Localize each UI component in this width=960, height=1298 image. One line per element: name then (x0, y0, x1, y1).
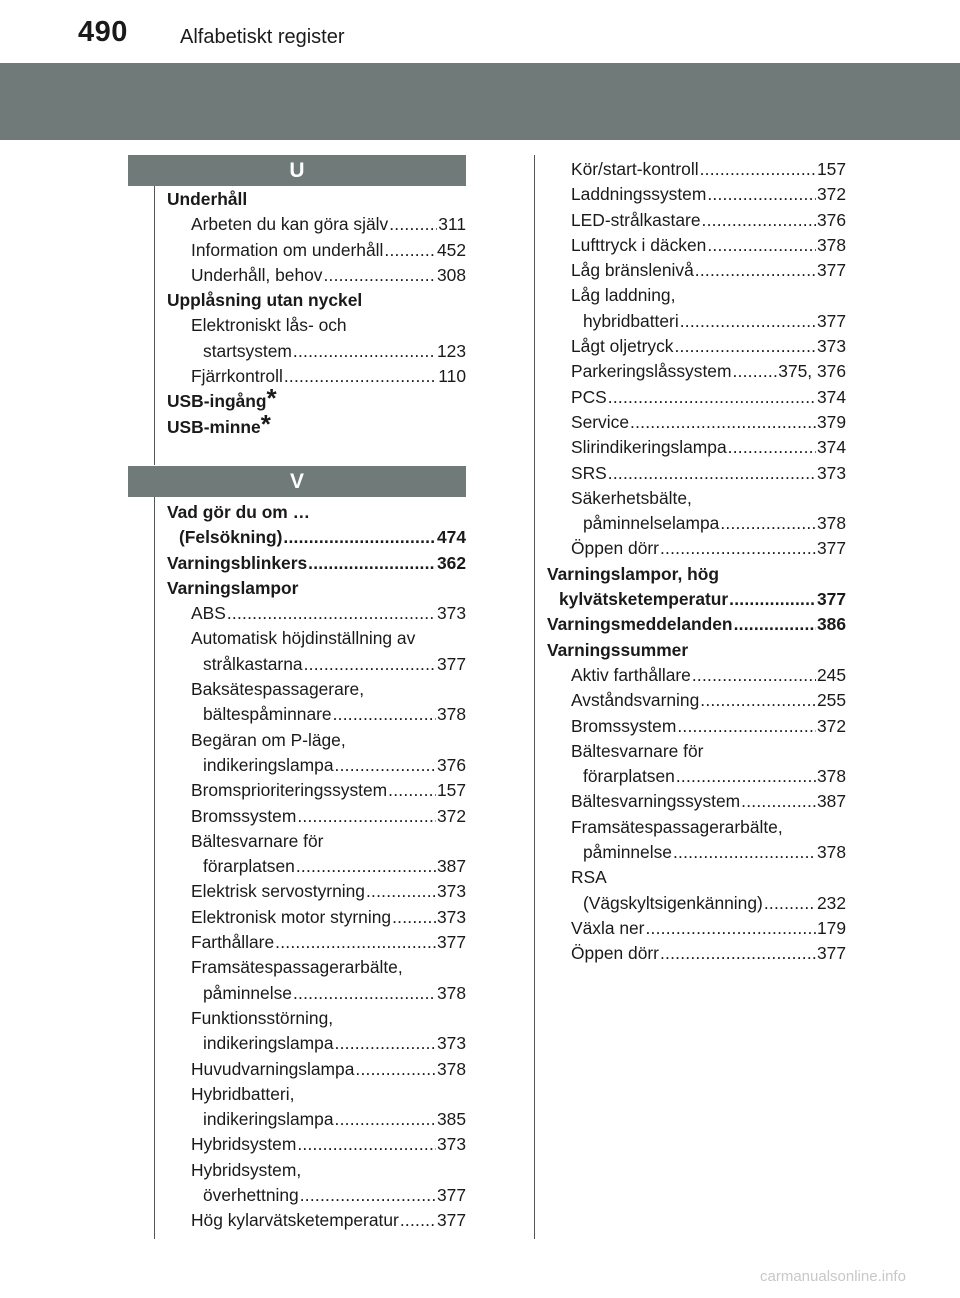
dot-leader (400, 1208, 436, 1233)
dot-leader (702, 208, 816, 233)
dot-leader (734, 612, 816, 637)
entry-term: Hög kylarvätsketemperatur (191, 1210, 399, 1231)
entry-page: 378 (436, 1058, 466, 1079)
index-entry (547, 385, 846, 410)
entry-term: Framsätespassagerarbälte, (191, 957, 403, 978)
entry-term: PCS (571, 386, 607, 407)
entry-page: 386 (816, 614, 846, 635)
entry-page: 378 (816, 513, 846, 534)
dot-leader (729, 587, 816, 612)
index-entry (167, 212, 466, 237)
index-entry (547, 714, 846, 739)
index-entry (547, 916, 846, 941)
entry-term: förarplatsen (583, 766, 675, 787)
index-entry (547, 536, 846, 561)
entry-page: 378 (436, 704, 466, 725)
dot-leader (677, 714, 816, 739)
entry-term: Hybridsystem (191, 1134, 297, 1155)
entry-page: 373 (436, 1134, 466, 1155)
dot-leader (296, 854, 436, 879)
entry-page: 372 (816, 715, 846, 736)
index-entry (547, 638, 846, 663)
entry-page: 377 (436, 1210, 466, 1231)
entry-term: Farthållare (191, 932, 275, 953)
entry-term: överhettning (203, 1185, 299, 1206)
section-header-v: V (128, 466, 466, 497)
entry-page: 179 (816, 917, 846, 938)
entry-term: Bältesvarnare för (191, 830, 324, 851)
entry-term: indikeringslampa (203, 1109, 334, 1130)
dot-leader (728, 435, 816, 460)
entry-page: 379 (816, 411, 846, 432)
entry-term: Lågt oljetryck (571, 336, 674, 357)
dot-leader (335, 1107, 436, 1132)
index-entry (167, 753, 466, 778)
entry-page: 373 (816, 462, 846, 483)
entry-page: 385 (436, 1109, 466, 1130)
dot-leader (707, 182, 816, 207)
index-entry (547, 562, 846, 587)
entry-term: Varningsmeddelanden (547, 614, 733, 635)
entry-term: Arbeten du kan göra själv (191, 214, 389, 235)
index-entry (547, 486, 846, 511)
index-entry: USB-minne * (167, 408, 271, 439)
section-v-rule (154, 497, 155, 1239)
entry-term: USB-minne (167, 416, 261, 437)
section-u-rule (154, 186, 155, 465)
index-entry (167, 981, 466, 1006)
dot-leader (388, 778, 436, 803)
entry-page: 232 (816, 892, 846, 913)
entry-term: Elektroniskt lås- och (191, 315, 347, 336)
index-entry (167, 551, 466, 576)
entry-term: Underhåll (167, 189, 248, 209)
entry-term: Bromsprioriteringssystem (191, 780, 388, 801)
index-entry (547, 208, 846, 233)
index-entry (167, 1208, 466, 1233)
index-entry (167, 238, 466, 263)
dot-leader (333, 702, 436, 727)
page-number: 490 (78, 16, 128, 48)
dot-leader (695, 258, 816, 283)
dot-leader (676, 764, 816, 789)
dot-leader (293, 339, 436, 364)
entry-page: 376 (436, 754, 466, 775)
index-entry (547, 410, 846, 435)
entry-term: påminnelselampa (583, 513, 720, 534)
entry-term: hybridbatteri (583, 310, 679, 331)
index-entry (167, 288, 466, 313)
entry-page: 373 (436, 603, 466, 624)
index-entry (547, 815, 846, 840)
entry-page: 374 (816, 386, 846, 407)
entry-term: Parkeringslåssystem (571, 361, 732, 382)
entry-term: indikeringslampa (203, 754, 334, 775)
dot-leader (323, 263, 436, 288)
dot-leader (355, 1057, 436, 1082)
dot-leader (300, 1183, 436, 1208)
dot-leader (366, 879, 436, 904)
index-entry (167, 576, 466, 601)
entry-term: Varningsblinkers (167, 552, 308, 573)
index-entry (547, 840, 846, 865)
entry-page: 245 (816, 664, 846, 685)
entry-term: ABS (191, 603, 226, 624)
index-entry (547, 764, 846, 789)
entry-term: Lufttryck i däcken (571, 234, 707, 255)
index-entry (167, 1107, 466, 1132)
entry-page: 378 (816, 234, 846, 255)
entry-page: 373 (436, 881, 466, 902)
index-entry (167, 626, 466, 651)
index-entry (547, 435, 846, 460)
entry-term: Säkerhetsbälte, (571, 487, 692, 508)
entry-page: 110 (438, 366, 466, 387)
index-entry (167, 854, 466, 879)
index-entry (167, 1132, 466, 1157)
entry-page: 378 (816, 842, 846, 863)
index-entry (167, 778, 466, 803)
index-entry (167, 1006, 466, 1031)
entry-term: Elektrisk servostyrning (191, 881, 365, 902)
index-entry (547, 865, 846, 890)
dot-leader (283, 525, 436, 550)
dot-leader (297, 804, 436, 829)
entry-term: Bromssystem (571, 715, 677, 736)
entry-page: 375, 376 (778, 361, 846, 382)
entry-page: 452 (436, 239, 466, 260)
entry-term: Aktiv farthållare (571, 664, 691, 685)
dot-leader (674, 334, 816, 359)
entry-term: Elektronisk motor styrning (191, 906, 392, 927)
dot-leader (293, 981, 436, 1006)
dot-leader (720, 511, 816, 536)
entry-term: Begäran om P-läge, (191, 729, 346, 750)
dot-leader (692, 663, 816, 688)
dot-leader (608, 461, 816, 486)
index-entry (547, 233, 846, 258)
dot-leader (707, 233, 816, 258)
entry-term: startsystem (203, 340, 292, 361)
entry-term: Slirindikeringslampa (571, 437, 727, 458)
index-entry (547, 511, 846, 536)
dot-leader (275, 930, 436, 955)
index-entry (547, 688, 846, 713)
entry-page: 255 (816, 690, 846, 711)
index-entry (167, 601, 466, 626)
header-band (0, 63, 960, 140)
entry-term: Låg bränslenivå (571, 260, 694, 281)
page-title: Alfabetiskt register (180, 26, 345, 48)
entry-page: 377 (436, 1185, 466, 1206)
entry-page: 377 (816, 943, 846, 964)
index-entry (167, 829, 466, 854)
entry-page: 308 (436, 264, 466, 285)
index-entry (167, 263, 466, 288)
entry-term: Vad gör du om … (167, 502, 310, 522)
index-entry (167, 905, 466, 930)
entry-term: bältespåminnare (203, 704, 332, 725)
index-entry (167, 930, 466, 955)
entry-term: Varningslampor, hög (547, 563, 720, 584)
index-entry (547, 157, 846, 182)
dot-leader (304, 652, 436, 677)
index-entry (167, 1082, 466, 1107)
watermark: carmanualsonline.info (760, 1268, 906, 1285)
entry-term: Service (571, 411, 629, 432)
entry-term: Varningssummer (547, 639, 689, 660)
entry-page: 372 (816, 184, 846, 205)
entry-page: 376 (816, 209, 846, 230)
dot-leader (308, 551, 436, 576)
index-entry (547, 182, 846, 207)
entry-term: strålkastarna (203, 653, 303, 674)
entry-page: 362 (436, 552, 466, 573)
entry-term: USB-ingång (167, 391, 267, 412)
index-entry (167, 313, 466, 338)
index-entry (167, 955, 466, 980)
entry-page: 157 (816, 159, 846, 179)
entry-term: kylvätsketemperatur (559, 589, 729, 610)
index-entry (167, 187, 466, 212)
dot-leader (384, 238, 436, 263)
entry-term: påminnelse (203, 982, 292, 1003)
index-entry (547, 587, 846, 612)
column-divider (534, 155, 535, 1239)
entry-page: 123 (436, 340, 466, 361)
entry-term: (Vägskyltsigenkänning) (583, 892, 763, 913)
entry-term: LED-strålkastare (571, 209, 701, 230)
entry-term: Information om underhåll (191, 239, 384, 260)
entry-term: Varningslampor (167, 577, 299, 598)
entry-term: indikeringslampa (203, 1033, 334, 1054)
dot-leader (660, 941, 816, 966)
dot-leader (335, 753, 436, 778)
entry-term: Framsätespassagerarbälte, (571, 816, 783, 837)
index-entry (167, 339, 466, 364)
index-entry (167, 702, 466, 727)
section-header-u: U (128, 155, 466, 186)
dot-leader (297, 1132, 436, 1157)
dot-leader (392, 905, 436, 930)
entry-term: Upplåsning utan nyckel (167, 290, 363, 311)
dot-leader (680, 309, 816, 334)
index-entry (167, 1183, 466, 1208)
page-header (0, 0, 960, 62)
entry-term: påminnelse (583, 842, 672, 863)
entry-term: Bältesvarningssystem (571, 791, 741, 812)
entry-term: Öppen dörr (571, 538, 659, 559)
index-entry (167, 1031, 466, 1056)
index-entry (547, 309, 846, 334)
index-entry (547, 739, 846, 764)
entry-page: 377 (436, 932, 466, 953)
dot-leader (764, 891, 816, 916)
dot-leader (284, 364, 437, 389)
dot-leader (335, 1031, 436, 1056)
index-entry (167, 728, 466, 753)
entry-page: 372 (436, 805, 466, 826)
index-entry (547, 891, 846, 916)
index-column-v (167, 500, 466, 1234)
dot-leader (741, 789, 816, 814)
entry-page: 373 (436, 906, 466, 927)
dot-leader (673, 840, 816, 865)
dot-leader (389, 212, 437, 237)
index-entry (167, 677, 466, 702)
entry-term: Automatisk höjdinställning av (191, 628, 416, 649)
entry-term: Huvudvarningslampa (191, 1058, 355, 1079)
dot-leader (645, 916, 816, 941)
entry-term: Bältesvarnare för (571, 740, 704, 761)
entry-page: 373 (816, 336, 846, 357)
dot-leader (608, 385, 816, 410)
dot-leader (700, 157, 816, 182)
index-entry (547, 461, 846, 486)
entry-term: Växla ner (571, 917, 645, 938)
entry-page: 311 (438, 214, 466, 235)
entry-page: 387 (816, 791, 846, 812)
entry-term: Bromssystem (191, 805, 297, 826)
entry-page: 474 (436, 527, 466, 548)
entry-page: 157 (436, 780, 466, 801)
dot-leader (227, 601, 436, 626)
entry-term: Funktionsstörning, (191, 1007, 334, 1028)
entry-term: Låg laddning, (571, 285, 676, 306)
entry-term: RSA (571, 867, 607, 888)
index-entry (167, 652, 466, 677)
entry-page: 377 (816, 589, 846, 610)
entry-page: 378 (436, 982, 466, 1003)
entry-page: 377 (816, 538, 846, 559)
entry-term: Öppen dörr (571, 943, 659, 964)
dot-leader (630, 410, 816, 435)
dot-leader (700, 688, 816, 713)
entry-term: Hybridsystem, (191, 1159, 302, 1180)
index-entry (167, 1057, 466, 1082)
entry-term: Baksätespassagerare, (191, 679, 365, 700)
index-entry (167, 879, 466, 904)
index-entry (167, 364, 466, 389)
dot-leader (732, 359, 777, 384)
index-entry (547, 334, 846, 359)
entry-term: förarplatsen (203, 856, 295, 877)
index-entry (167, 1158, 466, 1183)
entry-page: 377 (436, 653, 466, 674)
dot-leader (660, 536, 816, 561)
entry-page: 378 (816, 766, 846, 787)
index-entry (547, 283, 846, 308)
entry-page: 374 (816, 437, 846, 458)
index-entry (167, 500, 466, 525)
index-column-u (167, 187, 466, 440)
entry-term: SRS (571, 462, 607, 483)
entry-page: 387 (436, 856, 466, 877)
index-entry (547, 359, 846, 384)
entry-page: 373 (436, 1033, 466, 1054)
index-entry (547, 612, 846, 637)
entry-term: Hybridbatteri, (191, 1083, 295, 1104)
index-entry (547, 941, 846, 966)
entry-term: Avståndsvarning (571, 690, 700, 711)
index-entry (547, 258, 846, 283)
index-entry: USB-ingång * (167, 383, 277, 414)
index-entry (547, 789, 846, 814)
entry-term: Underhåll, behov (191, 264, 323, 285)
entry-page: 377 (816, 260, 846, 281)
index-entry (547, 663, 846, 688)
entry-term: Kör/start-kontroll (571, 159, 699, 179)
entry-term: Fjärrkontroll (191, 366, 283, 387)
entry-page: 377 (816, 310, 846, 331)
entry-term: Laddningssystem (571, 184, 707, 205)
entry-term: (Felsökning) (179, 527, 283, 548)
index-entry (167, 804, 466, 829)
index-column-right (547, 157, 846, 967)
index-entry (167, 525, 466, 550)
